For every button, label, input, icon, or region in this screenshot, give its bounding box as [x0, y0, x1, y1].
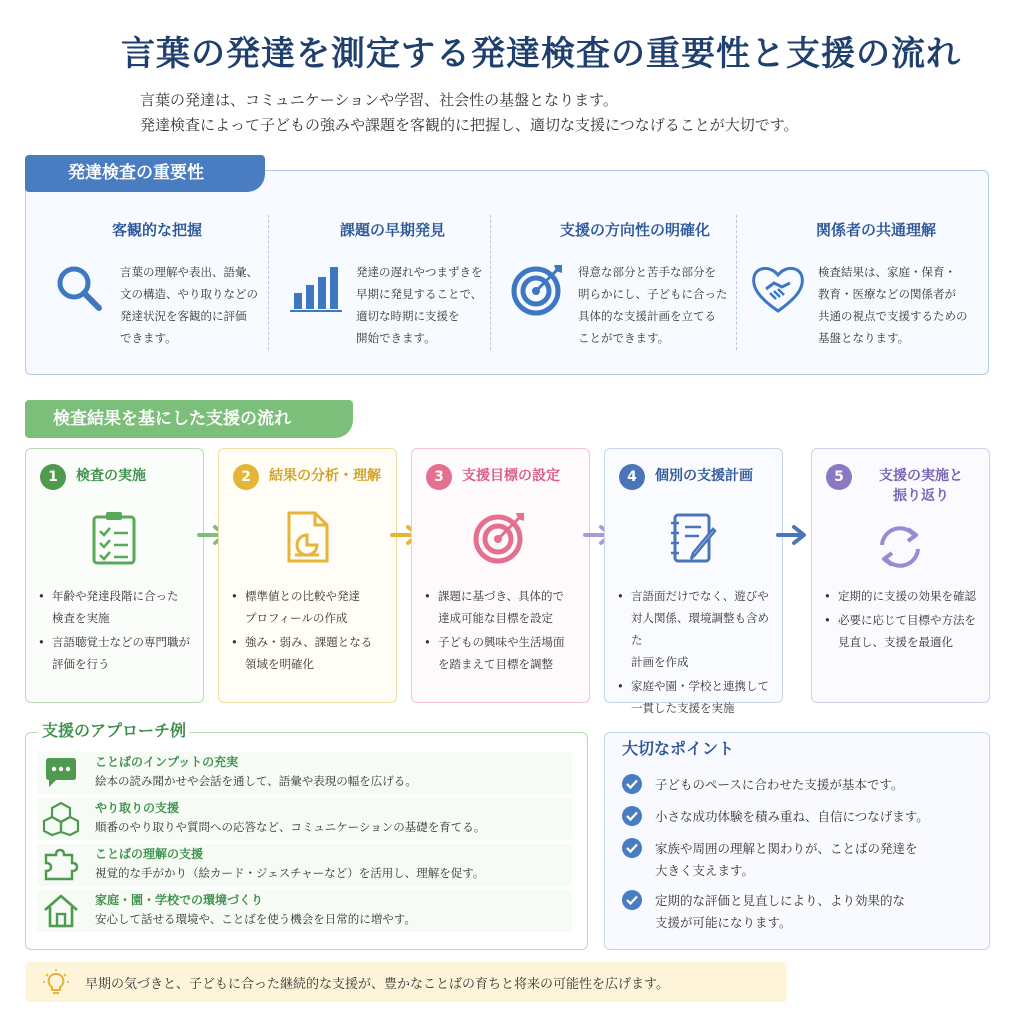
step-bullet: • 必要に応じて目標や方法を 見直し、支援を最適化: [824, 609, 986, 653]
flow-step-card: [811, 448, 990, 703]
step-number: 3: [426, 464, 452, 490]
checklist-icon: [86, 509, 142, 565]
importance-item-title: 客観的な把握: [112, 221, 203, 239]
step-number: 5: [826, 464, 852, 490]
cycle-arrows-icon: [872, 519, 928, 575]
puzzle-icon: [42, 847, 80, 883]
step-number: 2: [233, 464, 259, 490]
approach-item: [37, 798, 572, 840]
approach-item-title: ことばのインプットの充実: [95, 755, 239, 769]
step-bullet: • 言語面だけでなく、遊びや 対人関係、環境調整も含めた 計画を作成: [617, 585, 779, 673]
step-bullet: • 子どもの興味や生活場面 を踏まえて目標を調整: [424, 631, 586, 675]
flow-step-card: [411, 448, 590, 703]
magnifier-icon: [52, 261, 108, 317]
step-bullet: • 年齢や発達段階に合った 検査を実施: [38, 585, 200, 629]
flow-step-card: [604, 448, 783, 715]
importance-item: [490, 215, 730, 355]
importance-item-title: 支援の方向性の明確化: [560, 221, 711, 239]
step-title: 支援目標の設定: [462, 468, 560, 484]
flow-step-card: [25, 448, 204, 703]
importance-item: [32, 215, 272, 355]
importance-item-title: 課題の早期発見: [340, 221, 446, 239]
step-title: 結果の分析・理解: [269, 468, 381, 484]
approach-item-desc: 順番のやり取りや質問への応答など、コミュニケーションの基礎を育てる。: [95, 820, 486, 834]
step-bullets: [617, 585, 779, 721]
approach-item-desc: 絵本の読み聞かせや会話を通して、語彙や表現の幅を広げる。: [95, 774, 417, 788]
blocks-icon: [42, 801, 80, 837]
intro-line: 発達検査によって子どもの強みや課題を客観的に把握し、適切な支援につなげることが大切です。: [140, 116, 799, 134]
step-title: 支援の実施と 振り返り: [879, 468, 963, 504]
step-number: 1: [40, 464, 66, 490]
house-icon: [42, 893, 80, 929]
importance-item: [730, 215, 970, 355]
point-text: 小さな成功体験を積み重ね、自信につなげます。: [655, 809, 929, 824]
importance-item-title: 関係者の共通理解: [816, 221, 937, 239]
point-text: 定期的な評価と見直しにより、より効果的な 支援が可能になります。: [655, 893, 906, 930]
step-bullet: • 家庭や園・学校と連携して 一貫した支援を実施: [617, 675, 779, 719]
footer-banner: [25, 962, 787, 1002]
importance-item: [268, 215, 508, 355]
step-bullets: [424, 585, 586, 677]
step-bullet: • 強み・弱み、課題となる 領域を明確化: [231, 631, 393, 675]
importance-item-text: 発達の遅れやつまずきを 早期に発見することで、 適切な時期に支援を 開始できます。: [356, 265, 483, 345]
step-bullet: • 標準値との比較や発達 プロフィールの作成: [231, 585, 393, 629]
approach-item-desc: 視覚的な手がかり（絵カード・ジェスチャーなど）を活用し、理解を促す。: [95, 866, 485, 880]
importance-item-text: 言葉の理解や表出、語彙、 文の構造、やり取りなどの 発達状況を客観的に評価 できます。: [120, 265, 258, 345]
points-heading: 大切なポイント: [622, 739, 735, 758]
step-bullet: • 言語聴覚士などの専門職が 評価を行う: [38, 631, 200, 675]
approach-item: [37, 890, 572, 932]
target-icon: [510, 261, 566, 317]
step-title: 個別の支援計画: [655, 468, 753, 484]
step-bullets: [38, 585, 200, 677]
flow-step-card: [218, 448, 397, 703]
step-bullet: • 課題に基づき、具体的で 達成可能な目標を設定: [424, 585, 586, 629]
footer-text: 早期の気づきと、子どもに合った継続的な支援が、豊かなことばの育ちと将来の可能性を広げます。: [85, 977, 669, 992]
approach-item-title: ことばの理解の支援: [95, 847, 204, 861]
check-circle-icon: [622, 838, 642, 858]
target-icon: [472, 509, 528, 565]
handshake-heart-icon: [750, 261, 806, 317]
arrow-right-icon: [776, 524, 810, 546]
intro: [140, 88, 1000, 138]
step-bullets: [231, 585, 393, 677]
step-bullets: [824, 585, 986, 655]
lightbulb-icon: [43, 969, 69, 995]
importance-item-text: 検査結果は、家庭・保育・ 教育・医療などの関係者が 共通の視点で支援するための 基盤となります。: [818, 265, 968, 345]
importance-item-text: 得意な部分と苦手な部分を 明らかにし、子どもに合った 具体的な支援計画を立てる ことができます。: [578, 265, 728, 345]
point-text: 子どものペースに合わせた支援が基本です。: [655, 777, 904, 792]
approach-item: [37, 752, 572, 794]
step-number: 4: [619, 464, 645, 490]
approach-item-title: 家庭・園・学校での環境づくり: [95, 893, 264, 907]
intro-line: 言葉の発達は、コミュニケーションや学習、社会性の基盤となります。: [140, 91, 618, 109]
step-title: 検査の実施: [76, 468, 146, 484]
page-title: 言葉の発達を測定する発達検査の重要性と支援の流れ: [121, 34, 961, 74]
bar-chart-icon: [288, 261, 344, 317]
plan-notebook-icon: [665, 509, 721, 565]
point-text: 家族や周囲の理解と関わりが、ことばの発達を 大きく支えます。: [655, 841, 918, 878]
approach-heading: 支援のアプローチ例: [38, 718, 190, 741]
approach-item-title: やり取りの支援: [95, 801, 180, 815]
step-bullet: • 定期的に支援の効果を確認: [824, 585, 986, 607]
approach-item: [37, 844, 572, 886]
check-circle-icon: [622, 806, 642, 826]
importance-heading: 発達検査の重要性: [25, 155, 265, 192]
approach-item-desc: 安心して話せる環境や、ことばを使う機会を日常的に増やす。: [95, 912, 416, 926]
check-circle-icon: [622, 774, 642, 794]
flow-heading: 検査結果を基にした支援の流れ: [25, 400, 353, 438]
report-icon: [279, 509, 335, 565]
speech-bubble-icon: [42, 755, 80, 791]
check-circle-icon: [622, 890, 642, 910]
